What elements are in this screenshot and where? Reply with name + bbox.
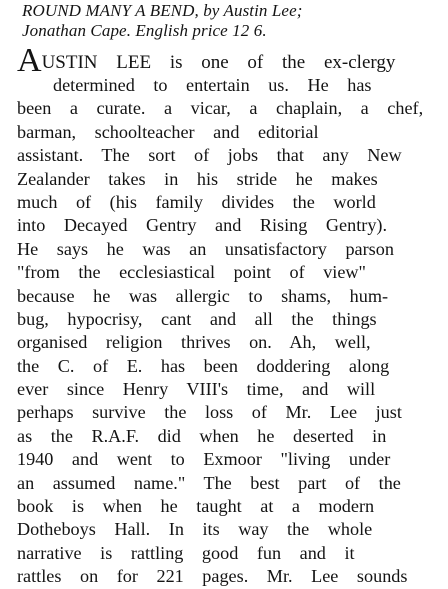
body-line: He says he was an unsatisfactory parson — [17, 238, 394, 259]
body-line: narrative is rattling good fun and it — [17, 542, 355, 563]
heading-line-1: ROUND MANY A BEND, by Austin Lee; — [22, 1, 303, 20]
body-line: Dotheboys Hall. In its way the whole — [17, 519, 373, 540]
body-line: book is when he taught at a modern — [17, 496, 375, 517]
body-line: perhaps survive the loss of Mr. Lee just — [17, 402, 402, 423]
body-line: the C. of E. has been doddering along — [17, 355, 390, 376]
body-line: much of (his family divides the world — [17, 191, 376, 212]
body-line: as the R.A.F. did when he deserted in — [17, 425, 387, 446]
body-line: been a curate. a vicar, a chaplain, a chef, — [17, 98, 424, 119]
drop-cap: A — [17, 42, 42, 79]
body-line: bug, hypocrisy, cant and all the things — [17, 308, 377, 329]
body-line: determined to entertain us. He has — [53, 75, 372, 95]
heading-line-2: Jonathan Cape. English price 12 6. — [22, 20, 267, 40]
body-line: because he was allergic to shams, hum- — [17, 285, 389, 306]
body-line: into Decayed Gentry and Rising Gentry). — [17, 215, 388, 236]
review-heading — [22, 1, 442, 40]
body-line: ever since Henry VIII's time, and will — [17, 379, 376, 400]
body-line: an assumed name." The best part of the — [17, 472, 401, 493]
body-line: 1940 and went to Exmoor "living under — [17, 449, 391, 470]
body-line-1 — [17, 42, 443, 79]
body-line: rattles on for 221 pages. Mr. Lee sounds — [17, 566, 408, 587]
body-line: "from the ecclesiastical point of view" — [17, 262, 366, 283]
body-line: barman, schoolteacher and editorial — [17, 121, 319, 142]
body-line: organised religion thrives on. Ah, well, — [17, 332, 371, 353]
review-body — [17, 42, 443, 589]
body-line: Zealander takes in his stride he makes — [17, 168, 378, 189]
body-line: assistant. The sort of jobs that any New — [17, 145, 402, 166]
first-line-text: USTIN LEE is one of the ex-clergy — [41, 52, 396, 73]
